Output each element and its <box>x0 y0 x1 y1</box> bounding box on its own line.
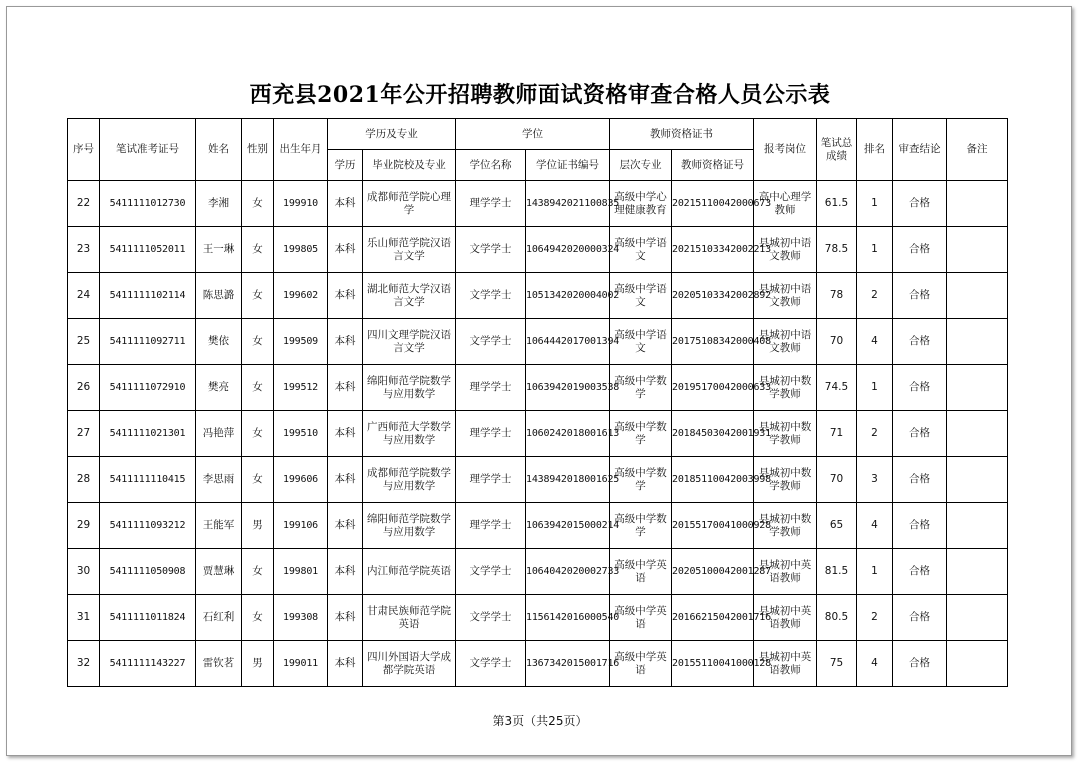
cell-degree-name: 理学学士 <box>456 365 526 411</box>
table-row <box>68 319 1008 365</box>
cell-remark <box>947 181 1008 227</box>
cell-level-subject: 高级中学数学 <box>610 457 672 503</box>
cell-rank: 4 <box>857 503 893 549</box>
cell-school-major: 湖北师范大学汉语言文学 <box>363 273 456 319</box>
cell-position: 县城初中数学教师 <box>754 365 817 411</box>
cell-seq: 24 <box>68 273 100 319</box>
cell-exam-no: 5411111092711 <box>100 319 196 365</box>
cell-teacher-cert: 20215103342002213 <box>672 227 754 273</box>
cell-school-major: 乐山师范学院汉语言文学 <box>363 227 456 273</box>
header-edu-group: 学历及专业 <box>328 119 456 150</box>
page-title: 西充县2021年公开招聘教师面试资格审查合格人员公示表 <box>249 82 831 108</box>
cell-review: 合格 <box>893 227 947 273</box>
cell-degree-name: 文学学士 <box>456 595 526 641</box>
table-header <box>68 119 1008 181</box>
cell-rank: 2 <box>857 595 893 641</box>
cell-seq: 29 <box>68 503 100 549</box>
cell-gender: 女 <box>242 411 274 457</box>
cell-teacher-cert: 20184503042001931 <box>672 411 754 457</box>
cell-edu: 本科 <box>328 457 363 503</box>
cell-name: 李思雨 <box>196 457 242 503</box>
header-gender: 性别 <box>242 119 274 181</box>
cell-school-major: 四川外国语大学成都学院英语 <box>363 641 456 687</box>
cell-birth: 199308 <box>274 595 328 641</box>
cell-rank: 1 <box>857 227 893 273</box>
cell-position: 县城初中语文教师 <box>754 227 817 273</box>
cell-teacher-cert: 20205100042001287 <box>672 549 754 595</box>
cell-seq: 25 <box>68 319 100 365</box>
cell-seq: 26 <box>68 365 100 411</box>
cell-remark <box>947 641 1008 687</box>
header-edu: 学历 <box>328 150 363 181</box>
cell-remark <box>947 273 1008 319</box>
cell-rank: 3 <box>857 457 893 503</box>
cell-score: 78.5 <box>817 227 857 273</box>
table-row <box>68 503 1008 549</box>
cell-edu: 本科 <box>328 319 363 365</box>
cell-edu: 本科 <box>328 365 363 411</box>
cell-review: 合格 <box>893 365 947 411</box>
header-position: 报考岗位 <box>754 119 817 181</box>
cell-teacher-cert: 20215110042000673 <box>672 181 754 227</box>
cell-exam-no: 5411111110415 <box>100 457 196 503</box>
cell-degree-cert: 1060242018001613 <box>526 411 610 457</box>
cell-review: 合格 <box>893 181 947 227</box>
cell-teacher-cert: 20155170041000928 <box>672 503 754 549</box>
cell-review: 合格 <box>893 457 947 503</box>
cell-degree-name: 文学学士 <box>456 273 526 319</box>
header-teacher-group: 教师资格证书 <box>610 119 754 150</box>
cell-level-subject: 高级中学英语 <box>610 641 672 687</box>
cell-teacher-cert: 20195170042000633 <box>672 365 754 411</box>
cell-teacher-cert: 20205103342002892 <box>672 273 754 319</box>
cell-score: 61.5 <box>817 181 857 227</box>
cell-position: 县城初中语文教师 <box>754 319 817 365</box>
cell-seq: 27 <box>68 411 100 457</box>
cell-degree-cert: 1438942018001625 <box>526 457 610 503</box>
cell-teacher-cert: 20166215042001716 <box>672 595 754 641</box>
cell-score: 80.5 <box>817 595 857 641</box>
cell-exam-no: 5411111012730 <box>100 181 196 227</box>
cell-name: 樊依 <box>196 319 242 365</box>
header-teacher-cert: 教师资格证号 <box>672 150 754 181</box>
cell-edu: 本科 <box>328 181 363 227</box>
cell-name: 贾慧琳 <box>196 549 242 595</box>
cell-position: 县城初中数学教师 <box>754 503 817 549</box>
header-school-major: 毕业院校及专业 <box>363 150 456 181</box>
cell-teacher-cert: 20175108342000408 <box>672 319 754 365</box>
cell-level-subject: 高级中学心理健康教育 <box>610 181 672 227</box>
table-row <box>68 411 1008 457</box>
cell-exam-no: 5411111021301 <box>100 411 196 457</box>
header-rank: 排名 <box>857 119 893 181</box>
cell-gender: 女 <box>242 273 274 319</box>
cell-remark <box>947 365 1008 411</box>
cell-rank: 4 <box>857 319 893 365</box>
cell-gender: 女 <box>242 457 274 503</box>
cell-gender: 女 <box>242 181 274 227</box>
cell-name: 李湘 <box>196 181 242 227</box>
cell-remark <box>947 411 1008 457</box>
cell-review: 合格 <box>893 411 947 457</box>
cell-score: 71 <box>817 411 857 457</box>
cell-review: 合格 <box>893 319 947 365</box>
cell-level-subject: 高级中学语文 <box>610 227 672 273</box>
cell-rank: 2 <box>857 411 893 457</box>
cell-name: 雷钦茗 <box>196 641 242 687</box>
cell-review: 合格 <box>893 503 947 549</box>
header-level-subject: 层次专业 <box>610 150 672 181</box>
cell-school-major: 绵阳师范学院数学与应用数学 <box>363 503 456 549</box>
cell-teacher-cert: 20185110042003998 <box>672 457 754 503</box>
cell-name: 樊亮 <box>196 365 242 411</box>
cell-school-major: 成都师范学院心理学 <box>363 181 456 227</box>
table-row <box>68 273 1008 319</box>
table-body <box>68 181 1008 687</box>
cell-position: 县城初中语文教师 <box>754 273 817 319</box>
cell-gender: 男 <box>242 641 274 687</box>
results-table <box>67 118 1008 687</box>
cell-birth: 199606 <box>274 457 328 503</box>
cell-edu: 本科 <box>328 411 363 457</box>
cell-gender: 女 <box>242 319 274 365</box>
cell-name: 石红利 <box>196 595 242 641</box>
cell-seq: 23 <box>68 227 100 273</box>
cell-position: 县城初中数学教师 <box>754 457 817 503</box>
cell-level-subject: 高级中学语文 <box>610 319 672 365</box>
cell-remark <box>947 549 1008 595</box>
cell-exam-no: 5411111011824 <box>100 595 196 641</box>
cell-level-subject: 高级中学英语 <box>610 595 672 641</box>
cell-gender: 女 <box>242 549 274 595</box>
cell-school-major: 成都师范学院数学与应用数学 <box>363 457 456 503</box>
cell-exam-no: 5411111093212 <box>100 503 196 549</box>
cell-seq: 31 <box>68 595 100 641</box>
cell-degree-name: 理学学士 <box>456 181 526 227</box>
cell-name: 王能军 <box>196 503 242 549</box>
cell-score: 70 <box>817 457 857 503</box>
cell-gender: 女 <box>242 595 274 641</box>
header-degree-cert: 学位证书编号 <box>526 150 610 181</box>
cell-birth: 199801 <box>274 549 328 595</box>
cell-degree-name: 理学学士 <box>456 503 526 549</box>
header-seq: 序号 <box>68 119 100 181</box>
cell-level-subject: 高级中学数学 <box>610 365 672 411</box>
cell-degree-cert: 1438942021100835 <box>526 181 610 227</box>
cell-position: 县城初中数学教师 <box>754 411 817 457</box>
cell-degree-cert: 1051342020004002 <box>526 273 610 319</box>
cell-score: 74.5 <box>817 365 857 411</box>
cell-position: 县城初中英语教师 <box>754 641 817 687</box>
table-row <box>68 549 1008 595</box>
cell-score: 75 <box>817 641 857 687</box>
cell-position: 县城初中英语教师 <box>754 595 817 641</box>
cell-seq: 30 <box>68 549 100 595</box>
cell-birth: 199805 <box>274 227 328 273</box>
cell-review: 合格 <box>893 595 947 641</box>
cell-score: 65 <box>817 503 857 549</box>
cell-degree-name: 文学学士 <box>456 641 526 687</box>
cell-degree-name: 理学学士 <box>456 457 526 503</box>
cell-degree-cert: 1064442017001394 <box>526 319 610 365</box>
cell-level-subject: 高级中学数学 <box>610 411 672 457</box>
cell-degree-name: 文学学士 <box>456 549 526 595</box>
header-exam-no: 笔试准考证号 <box>100 119 196 181</box>
cell-birth: 199509 <box>274 319 328 365</box>
cell-exam-no: 5411111143227 <box>100 641 196 687</box>
cell-birth: 199011 <box>274 641 328 687</box>
cell-school-major: 广西师范大学数学与应用数学 <box>363 411 456 457</box>
cell-score: 81.5 <box>817 549 857 595</box>
table-row <box>68 641 1008 687</box>
cell-remark <box>947 319 1008 365</box>
cell-rank: 4 <box>857 641 893 687</box>
cell-degree-cert: 1063942015000214 <box>526 503 610 549</box>
cell-exam-no: 5411111052011 <box>100 227 196 273</box>
cell-gender: 女 <box>242 227 274 273</box>
cell-seq: 22 <box>68 181 100 227</box>
cell-birth: 199106 <box>274 503 328 549</box>
cell-teacher-cert: 20155110041000128 <box>672 641 754 687</box>
cell-remark <box>947 457 1008 503</box>
cell-rank: 2 <box>857 273 893 319</box>
cell-seq: 32 <box>68 641 100 687</box>
cell-exam-no: 5411111050908 <box>100 549 196 595</box>
cell-edu: 本科 <box>328 503 363 549</box>
cell-exam-no: 5411111102114 <box>100 273 196 319</box>
cell-edu: 本科 <box>328 641 363 687</box>
cell-birth: 199602 <box>274 273 328 319</box>
cell-edu: 本科 <box>328 227 363 273</box>
cell-degree-cert: 1156142016000540 <box>526 595 610 641</box>
cell-edu: 本科 <box>328 549 363 595</box>
table-row <box>68 457 1008 503</box>
cell-birth: 199910 <box>274 181 328 227</box>
cell-level-subject: 高级中学数学 <box>610 503 672 549</box>
cell-gender: 男 <box>242 503 274 549</box>
cell-degree-name: 文学学士 <box>456 227 526 273</box>
cell-remark <box>947 595 1008 641</box>
header-degree-name: 学位名称 <box>456 150 526 181</box>
cell-exam-no: 5411111072910 <box>100 365 196 411</box>
cell-name: 冯艳萍 <box>196 411 242 457</box>
header-review: 审查结论 <box>893 119 947 181</box>
cell-edu: 本科 <box>328 273 363 319</box>
table-row <box>68 181 1008 227</box>
cell-score: 70 <box>817 319 857 365</box>
cell-school-major: 绵阳师范学院数学与应用数学 <box>363 365 456 411</box>
cell-rank: 1 <box>857 365 893 411</box>
cell-degree-name: 文学学士 <box>456 319 526 365</box>
cell-school-major: 四川文理学院汉语言文学 <box>363 319 456 365</box>
cell-school-major: 内江师范学院英语 <box>363 549 456 595</box>
cell-review: 合格 <box>893 273 947 319</box>
cell-remark <box>947 227 1008 273</box>
cell-score: 78 <box>817 273 857 319</box>
cell-birth: 199510 <box>274 411 328 457</box>
cell-name: 王一琳 <box>196 227 242 273</box>
header-remark: 备注 <box>947 119 1008 181</box>
cell-school-major: 甘肃民族师范学院英语 <box>363 595 456 641</box>
cell-degree-cert: 1064942020000324 <box>526 227 610 273</box>
cell-position: 县城初中英语教师 <box>754 549 817 595</box>
cell-name: 陈思潞 <box>196 273 242 319</box>
page-number: 第3页（共25页） <box>492 714 588 728</box>
table-row <box>68 595 1008 641</box>
cell-level-subject: 高级中学英语 <box>610 549 672 595</box>
header-degree-group: 学位 <box>456 119 610 150</box>
cell-position: 高中心理学教师 <box>754 181 817 227</box>
header-name: 姓名 <box>196 119 242 181</box>
header-birth: 出生年月 <box>274 119 328 181</box>
cell-review: 合格 <box>893 641 947 687</box>
table-row <box>68 365 1008 411</box>
cell-remark <box>947 503 1008 549</box>
cell-degree-name: 理学学士 <box>456 411 526 457</box>
cell-rank: 1 <box>857 181 893 227</box>
cell-rank: 1 <box>857 549 893 595</box>
cell-seq: 28 <box>68 457 100 503</box>
cell-degree-cert: 1367342015001716 <box>526 641 610 687</box>
cell-gender: 女 <box>242 365 274 411</box>
cell-birth: 199512 <box>274 365 328 411</box>
header-score: 笔试总成绩 <box>817 119 857 181</box>
cell-degree-cert: 1063942019003538 <box>526 365 610 411</box>
cell-review: 合格 <box>893 549 947 595</box>
cell-level-subject: 高级中学语文 <box>610 273 672 319</box>
table-row <box>68 227 1008 273</box>
cell-edu: 本科 <box>328 595 363 641</box>
cell-degree-cert: 1064042020002733 <box>526 549 610 595</box>
